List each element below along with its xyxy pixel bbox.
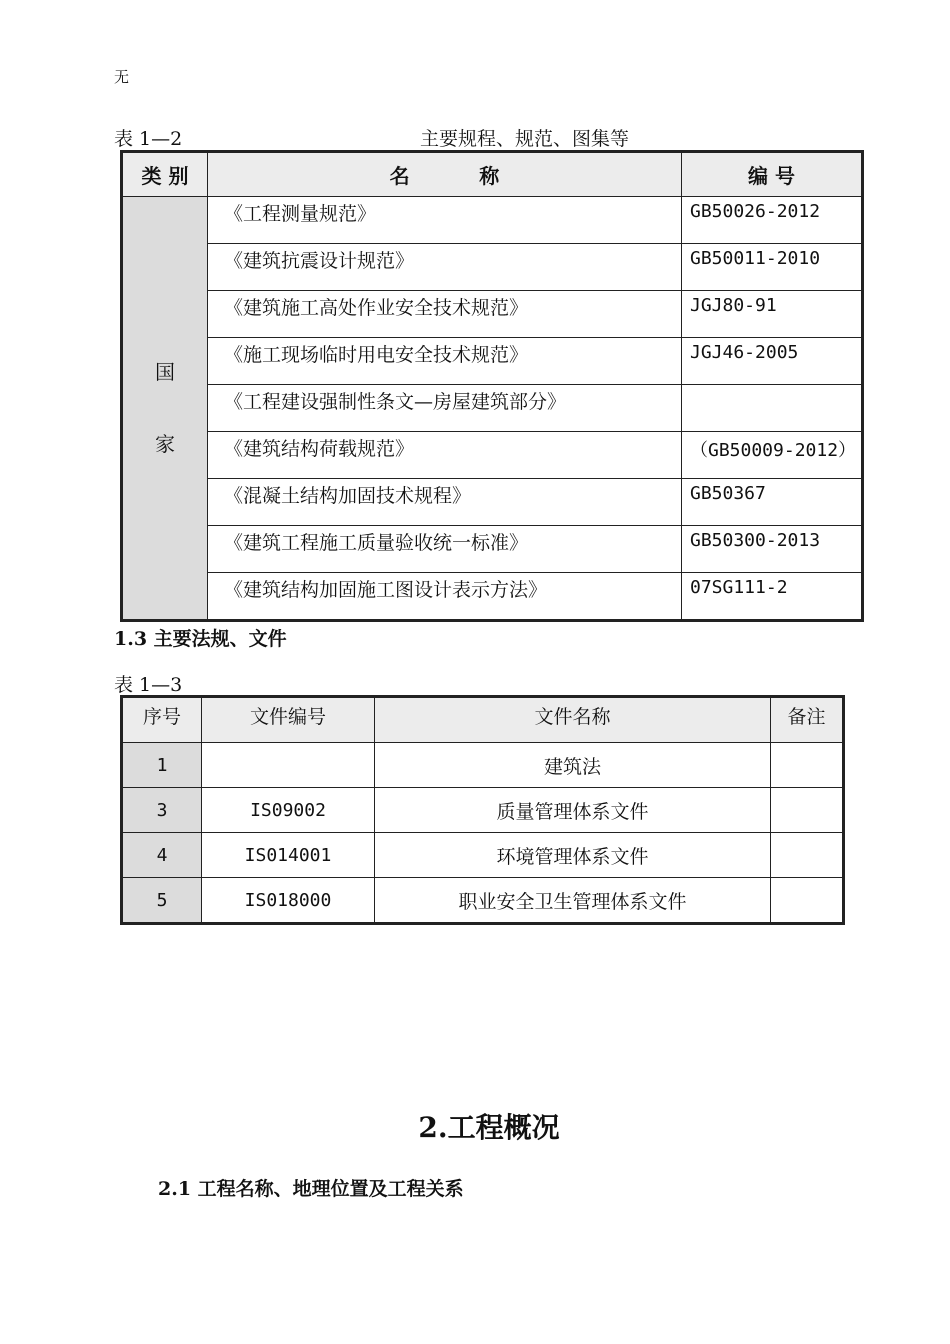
standard-name: 《混凝土结构加固技术规程》 [208, 479, 682, 526]
row-seq: 5 [122, 878, 202, 924]
standard-name: 《工程建设强制性条文—房屋建筑部分》 [208, 385, 682, 432]
header-remark: 备注 [771, 697, 844, 743]
standard-code: GB50026-2012 [682, 197, 863, 244]
standard-name: 《施工现场临时用电安全技术规范》 [208, 338, 682, 385]
row-file-no [202, 743, 375, 788]
table-row [122, 833, 844, 878]
table-row [122, 479, 863, 526]
regulations-table [120, 695, 845, 925]
table-1-3-label: 表 1—3 [114, 674, 183, 696]
row-seq: 1 [122, 743, 202, 788]
standard-code: GB50367 [682, 479, 863, 526]
table-row [122, 526, 863, 573]
header-seq: 序号 [122, 697, 202, 743]
standard-name: 《建筑施工高处作业安全技术规范》 [208, 291, 682, 338]
row-file-name: 质量管理体系文件 [375, 788, 771, 833]
row-file-name: 职业安全卫生管理体系文件 [375, 878, 771, 924]
standard-name: 《建筑工程施工质量验收统一标准》 [208, 526, 682, 573]
table-row [122, 573, 863, 621]
row-remark [771, 878, 844, 924]
standard-code: 07SG111-2 [682, 573, 863, 621]
table-row [122, 432, 863, 479]
row-seq: 4 [122, 833, 202, 878]
row-file-name: 建筑法 [375, 743, 771, 788]
header-code: 编 号 [682, 152, 863, 197]
standard-code: JGJ80-91 [682, 291, 863, 338]
table-header-row [122, 697, 844, 743]
chapter-2-title: 2.工程概况 [418, 1111, 560, 1144]
standard-name: 《建筑结构荷载规范》 [208, 432, 682, 479]
standard-code: GB50300-2013 [682, 526, 863, 573]
section-heading-1-3: 1.3 主要法规、文件 [114, 628, 287, 650]
row-seq: 3 [122, 788, 202, 833]
table-row [122, 244, 863, 291]
header-name: 名 称 [208, 152, 682, 197]
header-file-no: 文件编号 [202, 697, 375, 743]
header-file-name: 文件名称 [375, 697, 771, 743]
standards-table [120, 150, 864, 622]
row-file-no: IS018000 [202, 878, 375, 924]
table-row [122, 788, 844, 833]
standard-name: 《建筑抗震设计规范》 [208, 244, 682, 291]
standard-code [682, 385, 863, 432]
table-row [122, 743, 844, 788]
row-file-no: IS09002 [202, 788, 375, 833]
table-row [122, 338, 863, 385]
table-row [122, 291, 863, 338]
standard-name: 《建筑结构加固施工图设计表示方法》 [208, 573, 682, 621]
standard-name: 《工程测量规范》 [208, 197, 682, 244]
header-category: 类 别 [122, 152, 208, 197]
row-file-name: 环境管理体系文件 [375, 833, 771, 878]
table-row [122, 385, 863, 432]
header-note: 无 [114, 68, 130, 86]
row-remark [771, 743, 844, 788]
table-header-row [122, 152, 863, 197]
row-file-no: IS014001 [202, 833, 375, 878]
table-row [122, 197, 863, 244]
standard-code: （GB50009-2012） [682, 432, 863, 479]
standard-code: GB50011-2010 [682, 244, 863, 291]
section-heading-2-1: 2.1 工程名称、地理位置及工程关系 [158, 1178, 464, 1200]
category-char: 家 [155, 432, 175, 456]
table-1-2-label: 表 1—2 [114, 128, 183, 150]
row-remark [771, 788, 844, 833]
table-row [122, 878, 844, 924]
table-1-2-title: 主要规程、规范、图集等 [420, 128, 630, 150]
row-remark [771, 833, 844, 878]
category-national [122, 197, 208, 621]
standard-code: JGJ46-2005 [682, 338, 863, 385]
category-char: 国 [155, 360, 175, 384]
